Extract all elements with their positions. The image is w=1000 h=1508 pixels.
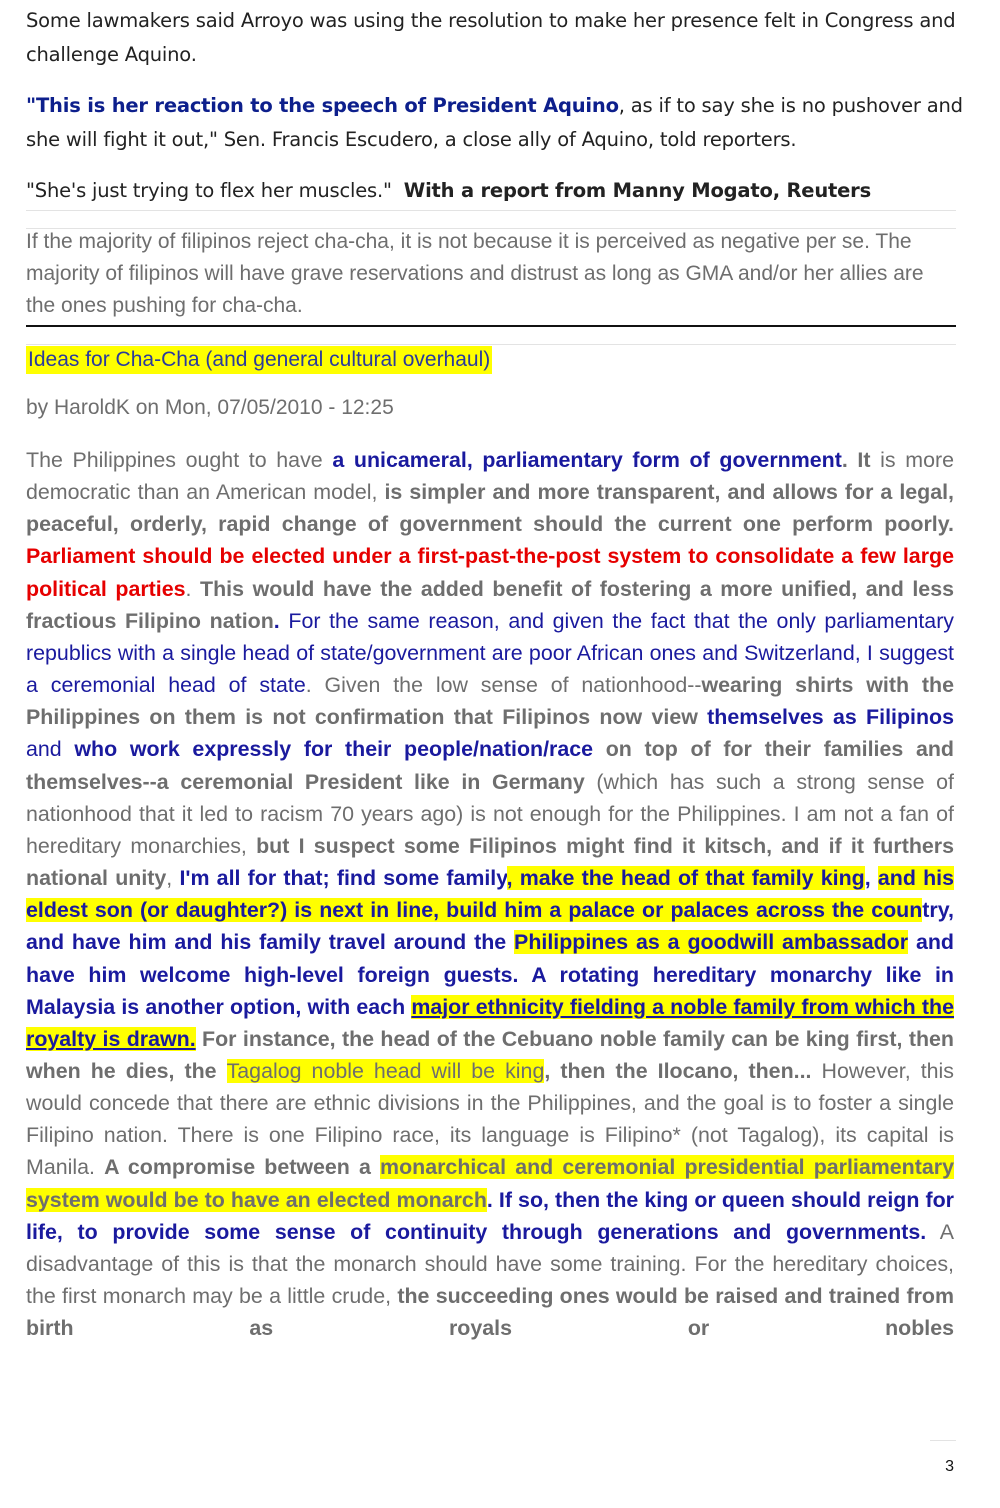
emphasis-run: and have him welcome high-level foreign guests. A rotating hereditary monarchy like in Malaysia is another option, with each [26,930,954,1019]
divider [26,344,956,345]
news-paragraph-1 [26,4,966,72]
emphasis-run: on top of for their families and themselves--a ceremonial President like in Germany [26,737,954,794]
text-run: The Philippines ought to have [26,448,333,472]
emphasis-run: is simpler and more transparent, and allows for a legal, peaceful, orderly, rapid change of government should the current one perform poorly. [26,480,955,537]
highlighted-run: Philippines as a goodwill ambassador [514,930,909,955]
emphasis-run: try, and have him and his family travel around the [26,898,954,955]
highlighted-run: , make the head of that family king [506,866,865,891]
text-run: However, this would concede that there are ethnic divisions in the Philippines, and the goal is to foster a single Filipino nation. There is one Filipino race, its language is Filipino* (not Tagalog), its capital is Manila. [26,1058,955,1180]
emphasis-run: I'm all for that; find some family [179,866,507,891]
page-number: 3 [945,1458,954,1475]
emphasis-run: , then the Ilocano, then... [544,1058,812,1083]
text-run: and [26,737,75,762]
emphasis-run: . If so, then the king or queen should reign for life, to provide some sense of continuity through generations and governments. [26,1187,954,1244]
post-title: Ideas for Cha-Cha (and general cultural overhaul) [26,346,492,374]
divider [930,1440,956,1441]
article-body [26,444,954,1344]
news-paragraph-2 [26,89,966,157]
highlighted-run: monarchical and ceremonial presidential parliamentary system would be to have an elected monarch [26,1155,954,1212]
text-run: is more democratic than an American model, [26,448,954,505]
emphasis-run: a unicameral, parliamentary form of government [332,448,842,472]
text-run: . It [841,448,871,472]
text-run: . [185,576,192,601]
text-run: , [166,866,180,891]
highlighted-run: and his eldest son (or daughter?) is next in line, build him a palace or palaces across the coun [26,866,954,923]
highlighted-run: Tagalog noble head will be king [226,1058,545,1083]
emphasis-run: A compromise between a [104,1155,381,1180]
post-byline: by HaroldK on Mon, 07/05/2010 - 12:25 [26,396,394,419]
text-run: , [864,866,878,891]
emphasis-run: Parliament should be elected under a first-past-the-post system to consolidate a few large political parties [26,544,954,601]
reader-comment: If the majority of filipinos reject cha-cha, it is not because it is perceived as negative per se. The majority of filipinos will have grave reservations and distrust as long as GMA and/or her allies are the ones pushing for cha-cha. [26,230,924,317]
emphasis-run: wearing shirts with the Philippines on them is not confirmation that Filipinos now view [26,673,954,730]
emphasis-run: but I suspect some Filipinos might find it kitsch, and if it furthers national unity [26,833,955,891]
text-run: A disadvantage of this is that the monarch should have some training. For the hereditary choices, the first monarch may be a little crude, [26,1219,955,1309]
divider [26,210,956,211]
emphasis-run: who work expressly for their people/nation/race [74,737,594,762]
emphasis-run: the succeeding ones would be raised and trained from birth as royals or nobles [26,1284,954,1341]
section-divider [26,325,956,327]
text-run: (which has such a strong sense of nationhood that it led to racism 70 years ago) is not enough for the Philippines. I am not a fan of hereditary monarchies, [26,769,954,858]
news-paragraph-3 [26,174,966,208]
text-run: . [273,608,280,633]
highlighted-run: major ethnicity fielding a noble family from which the royalty is drawn. [26,994,954,1051]
emphasis-run: This would have the added benefit of fostering a more unified, and less fractious Filipino nation [26,576,954,633]
news-credit: With a report from Manny Mogato, Reuters [403,179,871,202]
news-quote: "She's just trying to flex her muscles." [26,179,392,202]
text-run: For the same reason, and given the fact that the only parliamentary republics with a single head of state/government are poor African ones and Switzerland, I suggest a ceremonial head of state [26,608,955,698]
emphasis-run: For instance, the head of the Cebuano noble family can be king first, then when he dies, the [26,1026,954,1083]
news-quote: "This is her reaction to the speech of President Aquino [26,94,619,117]
text-run: . Given the low sense of nationhood-- [305,673,702,698]
news-text: Some lawmakers said Arroyo was using the resolution to make her presence felt in Congress and challenge Aquino. [26,9,956,66]
news-text: , as if to say she is no pushover and she will fight it out," Sen. Francis Escudero, a close ally of Aquino, told reporters. [26,94,963,151]
emphasis-run: themselves as Filipinos [707,705,954,730]
